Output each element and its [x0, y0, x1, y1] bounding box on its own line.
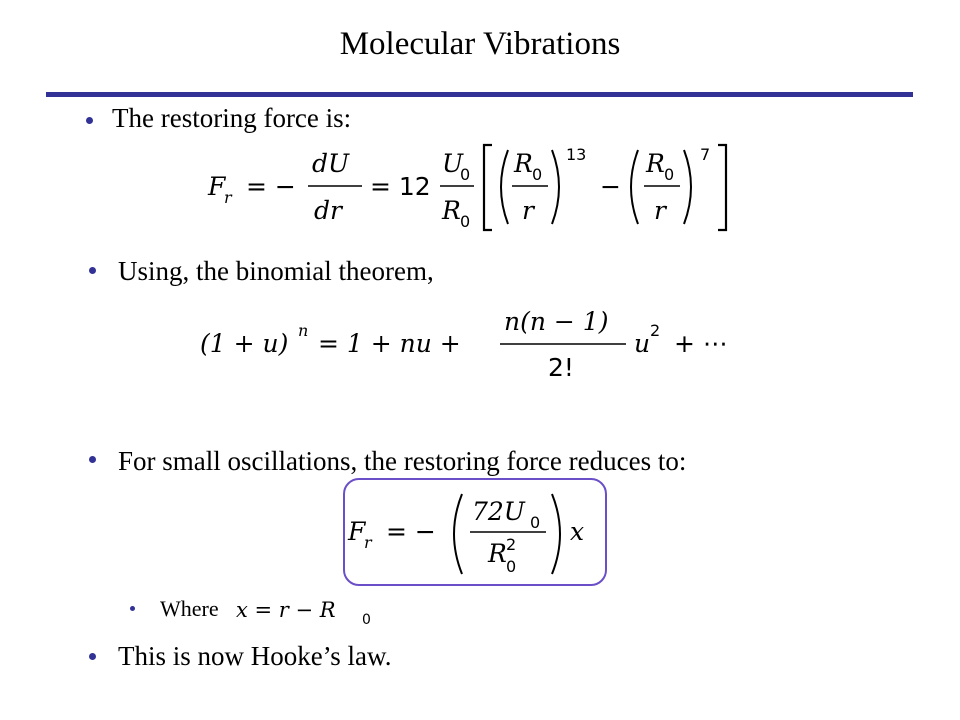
eq1-ratio2-den: r [654, 196, 666, 225]
eq2-rhs1: = 1 + nu + [318, 329, 461, 358]
eq3-frac-num-sub: 0 [530, 513, 541, 532]
eq3-frac-den-sup: 2 [506, 535, 517, 554]
eq3-tail: x [570, 517, 585, 546]
eq1-ratio1-num: R [514, 149, 533, 178]
where-math: x = r − R [236, 598, 336, 622]
eq1-right-paren-2 [684, 150, 691, 224]
bullet-hookes-law: This is now Hooke’s law. [118, 641, 392, 671]
sub-bullet-where-label: Where [160, 596, 219, 621]
eq1-lhs: F [208, 172, 226, 201]
eq3-lhs: F [348, 517, 366, 546]
eq1-ratio1-num-sub: 0 [532, 165, 543, 184]
eq3-frac-den-sub: 0 [506, 557, 517, 576]
eq3-frac-num: 72U [472, 497, 525, 526]
eq1-frac1-num: dU [312, 149, 350, 178]
slide-title: Molecular Vibrations [339, 26, 621, 62]
eq1-frac2-den: R [442, 196, 461, 225]
eq1-ratio2-num-sub: 0 [664, 165, 675, 184]
eq1-lhs-sub: r [224, 188, 232, 207]
eq2-frac-num: n(n − 1) [504, 307, 609, 336]
eq1-frac2-num-sub: 0 [460, 165, 471, 184]
eq1-frac2-den-sub: 0 [460, 212, 471, 231]
eq2-lhs-sup: n [298, 321, 309, 340]
eq2-rhs2: u [634, 329, 651, 358]
eq1-left-paren-2 [631, 150, 638, 224]
bullet-binomial-theorem: Using, the binomial theorem, [118, 256, 434, 286]
eq1-frac1-den: dr [314, 196, 342, 225]
eq1-ratio1-den: r [522, 196, 534, 225]
eq1-equals-12: = 12 [370, 172, 431, 201]
eq1-right-bracket [718, 145, 726, 230]
bullet-restoring-force: The restoring force is: [112, 103, 352, 133]
where-math-sub: 0 [362, 612, 371, 628]
eq2-rhs3: + ⋯ [674, 329, 728, 358]
eq3-equals-minus: = − [386, 517, 436, 546]
eq2-frac-den: 2! [548, 353, 574, 382]
eq1-equals-minus: = − [246, 172, 296, 201]
equation-restoring-force [207, 145, 726, 231]
eq1-right-paren-1 [552, 150, 559, 224]
eq3-left-paren [454, 494, 462, 574]
eq1-exponent-13: 13 [566, 145, 587, 164]
equation-small-oscillation [347, 494, 584, 576]
eq2-lhs: (1 + u) [200, 329, 289, 358]
eq1-ratio2-num: R [646, 149, 665, 178]
bullet-small-oscillations: For small oscillations, the restoring force reduces to: [118, 446, 687, 476]
eq1-exponent-7: 7 [700, 145, 711, 164]
equation-binomial [200, 307, 728, 382]
eq3-right-paren [552, 494, 560, 574]
eq1-left-bracket [484, 145, 492, 230]
eq3-frac-den: R [488, 539, 507, 568]
eq3-lhs-sub: r [364, 533, 372, 552]
eq1-left-paren-1 [501, 150, 508, 224]
eq1-minus: − [600, 172, 621, 201]
eq1-frac2-num: U [442, 149, 464, 178]
eq2-rhs2-sup: 2 [650, 321, 661, 340]
equation-where [236, 598, 371, 628]
